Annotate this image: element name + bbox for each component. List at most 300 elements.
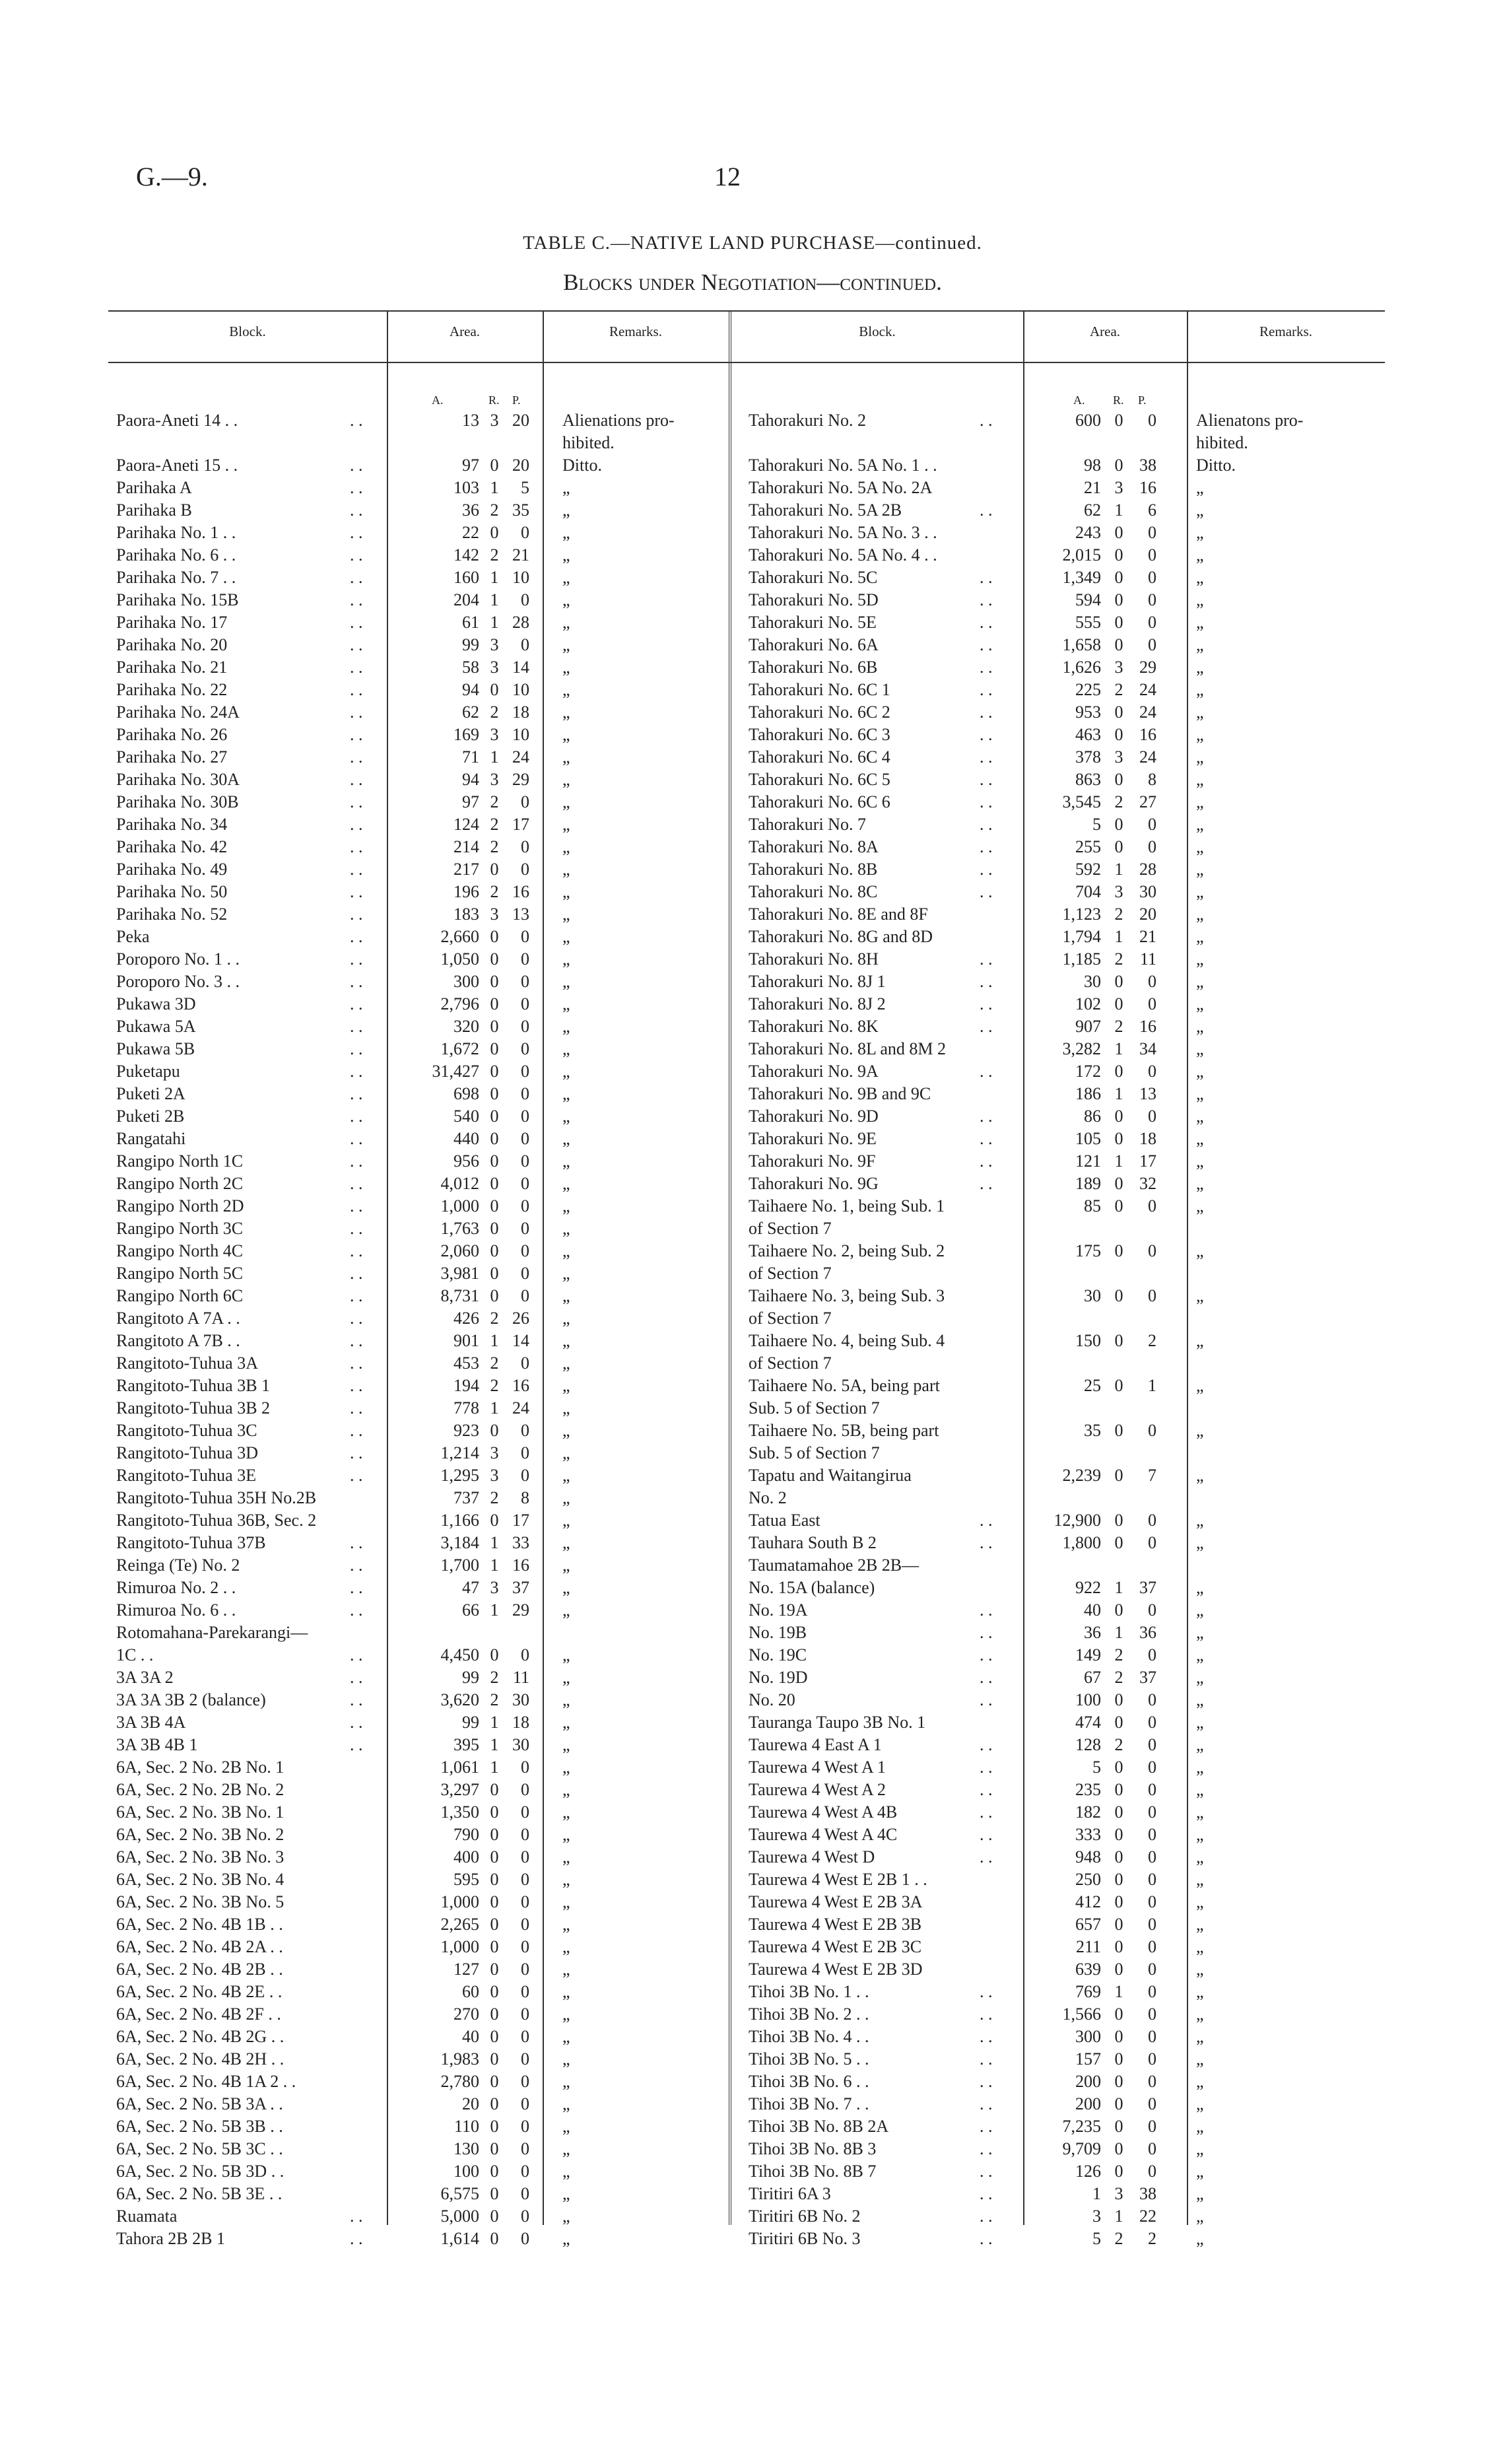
block-name: Puketapu	[116, 1062, 180, 1081]
area-acres: 378	[1075, 747, 1101, 767]
block-name: 6A, Sec. 2 No. 2B No. 1	[116, 1758, 284, 1777]
area-acres: 698	[453, 1084, 479, 1103]
area-acres: 97	[462, 456, 479, 475]
remarks: „	[562, 1264, 570, 1283]
block-name: Tahorakuri No. 5A 2B	[749, 500, 902, 520]
area-perches: 0	[521, 2027, 529, 2046]
leader-dots: . .	[350, 949, 363, 969]
area-perches: 18	[512, 1713, 529, 1732]
area-acres: 395	[453, 1735, 479, 1754]
unit-perches: P.	[512, 394, 521, 407]
area-acres: 440	[453, 1129, 479, 1148]
leader-dots: . .	[350, 1353, 363, 1373]
leader-dots: . .	[980, 1735, 993, 1754]
area-perches: 17	[512, 815, 529, 834]
area-perches: 0	[1148, 568, 1156, 587]
leader-dots: . .	[980, 725, 993, 744]
area-roods: 1	[490, 1758, 499, 1777]
block-name: Tahorakuri No. 7	[749, 815, 866, 834]
remarks: „	[1196, 927, 1204, 946]
leader-dots: . .	[980, 1151, 993, 1171]
block-name: Parihaka No. 6 . .	[116, 545, 236, 565]
leader-dots: . .	[980, 2027, 993, 2046]
area-perches: 0	[1148, 1690, 1156, 1709]
remarks: „	[1196, 837, 1204, 856]
area-perches: 0	[521, 1870, 529, 1889]
area-acres: 255	[1075, 837, 1101, 856]
area-roods: 2	[1114, 1668, 1123, 1687]
leader-dots: . .	[350, 1017, 363, 1036]
area-roods: 0	[1114, 1713, 1123, 1732]
area-perches: 0	[1148, 1758, 1156, 1777]
area-acres: 923	[453, 1421, 479, 1440]
area-perches: 0	[1148, 2094, 1156, 2113]
block-name: Tihoi 3B No. 1 . .	[749, 1982, 869, 2001]
remarks: „	[562, 2094, 570, 2113]
block-name: Rotomahana-Parekarangi—	[116, 1623, 308, 1642]
table-row	[108, 589, 1385, 611]
area-perches: 0	[521, 1847, 529, 1866]
table-row	[108, 1397, 1385, 1419]
table-row	[108, 903, 1385, 925]
remarks: „	[1196, 1600, 1204, 1620]
area-perches: 16	[512, 882, 529, 901]
table-row	[108, 1734, 1385, 1756]
remarks: „	[1196, 2027, 1204, 2046]
leader-dots: . .	[350, 568, 363, 587]
remarks: „	[1196, 1196, 1204, 1215]
remarks: „	[1196, 2004, 1204, 2024]
remarks: „	[562, 1107, 570, 1126]
block-name: No. 2	[749, 1488, 787, 1507]
area-acres: 863	[1075, 770, 1101, 789]
block-name: No. 20	[749, 1690, 795, 1709]
area-roods: 0	[1114, 635, 1123, 654]
remarks: „	[562, 702, 570, 722]
area-perches: 21	[1139, 927, 1156, 946]
remarks: hibited.	[1196, 433, 1248, 452]
area-perches: 0	[521, 1421, 529, 1440]
area-acres: 9,709	[1062, 2139, 1101, 2158]
area-acres: 901	[453, 1331, 479, 1350]
area-perches: 0	[521, 1174, 529, 1193]
area-roods: 0	[490, 1264, 499, 1283]
area-perches: 0	[521, 1825, 529, 1844]
leader-dots: . .	[980, 2004, 993, 2024]
remarks: „	[562, 1151, 570, 1171]
area-roods: 0	[1114, 1129, 1123, 1148]
remarks: „	[562, 1645, 570, 1664]
remarks: „	[1196, 1421, 1204, 1440]
table-row	[108, 791, 1385, 813]
table-row	[108, 409, 1385, 431]
block-name: Tapatu and Waitangirua	[749, 1466, 912, 1485]
leader-dots: . .	[980, 1825, 993, 1844]
area-perches: 0	[1148, 1645, 1156, 1664]
remarks: „	[562, 1802, 570, 1822]
table-row	[108, 1644, 1385, 1666]
remarks: „	[1196, 1713, 1204, 1732]
column-header-block: Block.	[229, 324, 266, 339]
area-perches: 0	[1148, 523, 1156, 542]
block-name: Tahorakuri No. 5A No. 1 . .	[749, 456, 937, 475]
area-acres: 426	[453, 1309, 479, 1328]
table-row	[108, 1015, 1385, 1037]
area-perches: 37	[512, 1578, 529, 1597]
area-acres: 235	[1075, 1780, 1101, 1799]
block-name: Tahorakuri No. 5A No. 3 . .	[749, 523, 937, 542]
area-perches: 0	[1148, 2072, 1156, 2091]
block-name: Taurewa 4 East A 1	[749, 1735, 882, 1754]
remarks: „	[1196, 792, 1204, 811]
block-name: Tahorakuri No. 8G and 8D	[749, 927, 933, 946]
area-acres: 907	[1075, 1017, 1101, 1036]
area-acres: 189	[1075, 1174, 1101, 1193]
remarks: „	[1196, 500, 1204, 520]
area-perches: 0	[1148, 635, 1156, 654]
area-roods: 0	[490, 1780, 499, 1799]
area-acres: 657	[1075, 1915, 1101, 1934]
area-perches: 0	[1148, 994, 1156, 1013]
area-perches: 0	[1148, 613, 1156, 632]
area-perches: 0	[521, 1264, 529, 1283]
area-roods: 2	[490, 1668, 499, 1687]
leader-dots: . .	[980, 1174, 993, 1193]
block-name: Taurewa 4 West E 2B 3B	[749, 1915, 922, 1934]
leader-dots: . .	[350, 1196, 363, 1215]
area-perches: 0	[1148, 1825, 1156, 1844]
area-roods: 0	[1114, 1062, 1123, 1081]
table-row	[108, 993, 1385, 1015]
table-row	[108, 769, 1385, 790]
area-roods: 2	[490, 1376, 499, 1395]
block-name: 6A, Sec. 2 No. 5B 3A . .	[116, 2094, 283, 2113]
table-row	[108, 1554, 1385, 1576]
table-row	[108, 2003, 1385, 2025]
area-acres: 99	[462, 635, 479, 654]
block-name: Parihaka No. 34	[116, 815, 228, 834]
area-roods: 1	[490, 1735, 499, 1754]
area-acres: 127	[453, 1960, 479, 1979]
leader-dots: . .	[980, 1847, 993, 1866]
block-name: Taurewa 4 West A 1	[749, 1758, 886, 1777]
area-acres: 769	[1075, 1982, 1101, 2001]
leader-dots: . .	[350, 1533, 363, 1552]
area-acres: 196	[453, 882, 479, 901]
table-row	[108, 1689, 1385, 1711]
area-acres: 1,000	[440, 1892, 479, 1911]
block-name: Tahorakuri No. 8L and 8M 2	[749, 1039, 947, 1058]
leader-dots: . .	[980, 500, 993, 520]
area-perches: 8	[521, 1488, 529, 1507]
area-roods: 0	[490, 1174, 499, 1193]
unit-acres: A.	[1073, 394, 1085, 407]
area-acres: 3,981	[440, 1264, 479, 1283]
table-row	[108, 1240, 1385, 1262]
leader-dots: . .	[350, 1690, 363, 1709]
remarks: „	[562, 2117, 570, 2136]
area-roods: 0	[490, 456, 499, 475]
remarks: „	[1196, 2117, 1204, 2136]
table-row	[108, 2205, 1385, 2227]
block-name: Rimuroa No. 6 . .	[116, 1600, 236, 1620]
remarks: „	[1196, 1017, 1204, 1036]
area-roods: 0	[1114, 1511, 1123, 1530]
area-perches: 29	[512, 770, 529, 789]
block-name: Pukawa 3D	[116, 994, 196, 1013]
area-perches: 0	[1148, 1421, 1156, 1440]
area-roods: 0	[1114, 1870, 1123, 1889]
remarks: „	[1196, 635, 1204, 654]
area-roods: 0	[1114, 1915, 1123, 1934]
table-row	[108, 1173, 1385, 1194]
area-roods: 2	[490, 545, 499, 565]
area-perches: 0	[1148, 2117, 1156, 2136]
area-perches: 37	[1139, 1668, 1156, 1687]
remarks: „	[562, 972, 570, 991]
leader-dots: . .	[350, 702, 363, 722]
remarks: „	[562, 1735, 570, 1754]
remarks: „	[1196, 1982, 1204, 2001]
remarks: „	[562, 1421, 570, 1440]
block-name: Taurewa 4 West D	[749, 1847, 875, 1866]
area-roods: 2	[490, 792, 499, 811]
leader-dots: . .	[980, 1017, 993, 1036]
area-acres: 169	[453, 725, 479, 744]
area-acres: 2,796	[440, 994, 479, 1013]
remarks: „	[562, 2184, 570, 2203]
area-acres: 3,545	[1062, 792, 1101, 811]
area-acres: 128	[1075, 1735, 1101, 1754]
area-roods: 2	[1114, 1645, 1123, 1664]
area-acres: 1,658	[1062, 635, 1101, 654]
remarks: „	[562, 1398, 570, 1418]
block-name: Taihaere No. 5B, being part	[749, 1421, 939, 1440]
remarks: „	[1196, 613, 1204, 632]
area-perches: 11	[512, 1668, 529, 1687]
leader-dots: . .	[980, 658, 993, 677]
remarks: „	[1196, 1533, 1204, 1552]
area-roods: 0	[1114, 972, 1123, 991]
area-roods: 0	[1114, 2027, 1123, 2046]
document-reference: G.—9.	[136, 162, 208, 191]
area-acres: 270	[453, 2004, 479, 2024]
block-name: of Section 7	[749, 1264, 832, 1283]
area-roods: 0	[490, 1219, 499, 1238]
area-acres: 1,800	[1062, 1533, 1101, 1552]
block-name: No. 19A	[749, 1600, 808, 1620]
area-acres: 99	[462, 1668, 479, 1687]
block-name: 3A 3B 4B 1	[116, 1735, 198, 1754]
block-name: 6A, Sec. 2 No. 5B 3B . .	[116, 2117, 283, 2136]
block-name: 6A, Sec. 2 No. 3B No. 5	[116, 1892, 284, 1911]
remarks: „	[1196, 1960, 1204, 1979]
area-roods: 0	[1114, 1690, 1123, 1709]
area-perches: 24	[1139, 680, 1156, 699]
block-name: Tahorakuri No. 8H	[749, 949, 879, 969]
leader-dots: . .	[350, 1466, 363, 1485]
remarks: „	[562, 949, 570, 969]
area-roods: 3	[490, 725, 499, 744]
block-name: Rangipo North 4C	[116, 1241, 244, 1260]
area-roods: 3	[490, 1578, 499, 1597]
area-roods: 1	[490, 1398, 499, 1418]
area-acres: 5,000	[440, 2207, 479, 2226]
area-perches: 0	[521, 2049, 529, 2069]
area-perches: 0	[521, 1286, 529, 1305]
remarks: „	[1196, 1286, 1204, 1305]
area-perches: 27	[1139, 792, 1156, 811]
area-acres: 86	[1084, 1107, 1101, 1126]
leader-dots: . .	[980, 949, 993, 969]
leader-dots: . .	[980, 815, 993, 834]
leader-dots: . .	[980, 1600, 993, 1620]
area-acres: 217	[453, 860, 479, 879]
remarks: „	[562, 523, 570, 542]
area-perches: 0	[1148, 1982, 1156, 2001]
area-perches: 0	[1148, 411, 1156, 430]
leader-dots: . .	[350, 590, 363, 609]
block-name: Parihaka No. 52	[116, 905, 228, 924]
area-acres: 8,731	[440, 1286, 479, 1305]
block-name: Tahorakuri No. 9B and 9C	[749, 1084, 931, 1103]
area-roods: 1	[1114, 1982, 1123, 2001]
remarks: „	[562, 1892, 570, 1911]
area-roods: 0	[490, 2049, 499, 2069]
block-name: Rangipo North 3C	[116, 1219, 244, 1238]
area-acres: 463	[1075, 725, 1101, 744]
table-row	[108, 566, 1385, 588]
area-acres: 953	[1075, 702, 1101, 722]
table-row	[108, 1913, 1385, 1935]
remarks: „	[562, 860, 570, 879]
remarks: „	[1196, 815, 1204, 834]
leader-dots: . .	[350, 1578, 363, 1597]
area-roods: 0	[490, 972, 499, 991]
block-name: Rangitoto-Tuhua 3D	[116, 1443, 258, 1462]
area-perches: 7	[1148, 1466, 1156, 1485]
block-name: 1C . .	[116, 1645, 154, 1664]
leader-dots: . .	[980, 1982, 993, 2001]
remarks: „	[1196, 725, 1204, 744]
area-perches: 0	[521, 1960, 529, 1979]
remarks: „	[1196, 1937, 1204, 1956]
remarks: „	[562, 1511, 570, 1530]
block-name: Parihaka No. 30B	[116, 792, 239, 811]
table-row	[108, 1487, 1385, 1509]
area-perches: 30	[1139, 882, 1156, 901]
unit-acres: A.	[432, 394, 444, 407]
area-acres: 592	[1075, 860, 1101, 879]
remarks: „	[562, 1825, 570, 1844]
area-acres: 453	[453, 1353, 479, 1373]
remarks: „	[562, 747, 570, 767]
area-acres: 6,575	[440, 2184, 479, 2203]
area-acres: 130	[453, 2139, 479, 2158]
area-perches: 0	[521, 1915, 529, 1934]
area-perches: 29	[1139, 658, 1156, 677]
area-acres: 110	[453, 2117, 479, 2136]
area-acres: 121	[1075, 1151, 1101, 1171]
leader-dots: . .	[350, 770, 363, 789]
area-roods: 1	[1114, 2207, 1123, 2226]
block-name: 3A 3A 3B 2 (balance)	[116, 1690, 266, 1709]
block-name: Taurewa 4 West A 2	[749, 1780, 886, 1799]
area-roods: 0	[490, 1511, 499, 1530]
table-row	[108, 2183, 1385, 2205]
block-name: Taurewa 4 West E 2B 3C	[749, 1937, 922, 1956]
remarks: „	[1196, 882, 1204, 901]
area-perches: 0	[521, 1107, 529, 1126]
area-perches: 0	[1148, 837, 1156, 856]
block-name: Sub. 5 of Section 7	[749, 1398, 880, 1418]
area-acres: 31,427	[432, 1062, 479, 1081]
block-name: Tahorakuri No. 9A	[749, 1062, 879, 1081]
area-roods: 0	[1114, 523, 1123, 542]
area-perches: 0	[1148, 1847, 1156, 1866]
area-roods: 0	[490, 1960, 499, 1979]
area-roods: 0	[1114, 1107, 1123, 1126]
block-name: Tahorakuri No. 6B	[749, 658, 878, 677]
block-name: Parihaka No. 1 . .	[116, 523, 236, 542]
area-roods: 0	[490, 2072, 499, 2091]
area-perches: 0	[521, 860, 529, 879]
remarks: „	[1196, 1107, 1204, 1126]
block-name: 6A, Sec. 2 No. 4B 1A 2 . .	[116, 2072, 296, 2091]
leader-dots: . .	[980, 1802, 993, 1822]
block-name: Ruamata	[116, 2207, 178, 2226]
table-row	[108, 746, 1385, 768]
area-roods: 0	[490, 1241, 499, 1260]
header-bottom-rule	[108, 362, 1385, 363]
area-roods: 3	[490, 1466, 499, 1485]
area-roods: 2	[490, 815, 499, 834]
leader-dots: . .	[980, 635, 993, 654]
area-perches: 13	[512, 905, 529, 924]
area-roods: 1	[1114, 500, 1123, 520]
block-name: Tahorakuri No. 6C 1	[749, 680, 890, 699]
table-row	[108, 1083, 1385, 1105]
block-name: Taihaere No. 3, being Sub. 3	[749, 1286, 945, 1305]
remarks: „	[562, 815, 570, 834]
remarks: „	[1196, 2162, 1204, 2181]
area-roods: 1	[490, 568, 499, 587]
leader-dots: . .	[350, 1107, 363, 1126]
area-acres: 149	[1075, 1645, 1101, 1664]
remarks: „	[562, 882, 570, 901]
area-perches: 0	[521, 1937, 529, 1956]
area-perches: 24	[1139, 702, 1156, 722]
leader-dots: . .	[980, 2094, 993, 2113]
area-roods: 2	[490, 702, 499, 722]
block-name: Tauhara South B 2	[749, 1533, 877, 1552]
area-roods: 1	[490, 747, 499, 767]
column-header-area: Area.	[1089, 324, 1121, 339]
leader-dots: . .	[980, 1690, 993, 1709]
block-name: Rangitoto-Tuhua 3B 2	[116, 1398, 271, 1418]
remarks: „	[562, 1533, 570, 1552]
area-roods: 0	[490, 1084, 499, 1103]
table-row	[108, 2048, 1385, 2070]
area-acres: 105	[1075, 1129, 1101, 1148]
area-perches: 0	[521, 972, 529, 991]
area-acres: 5	[1092, 1758, 1101, 1777]
block-name: Rangitoto-Tuhua 3E	[116, 1466, 257, 1485]
leader-dots: . .	[350, 523, 363, 542]
remarks: „	[1196, 1870, 1204, 1889]
remarks: Ditto.	[1196, 456, 1236, 475]
area-perches: 0	[1148, 2162, 1156, 2181]
